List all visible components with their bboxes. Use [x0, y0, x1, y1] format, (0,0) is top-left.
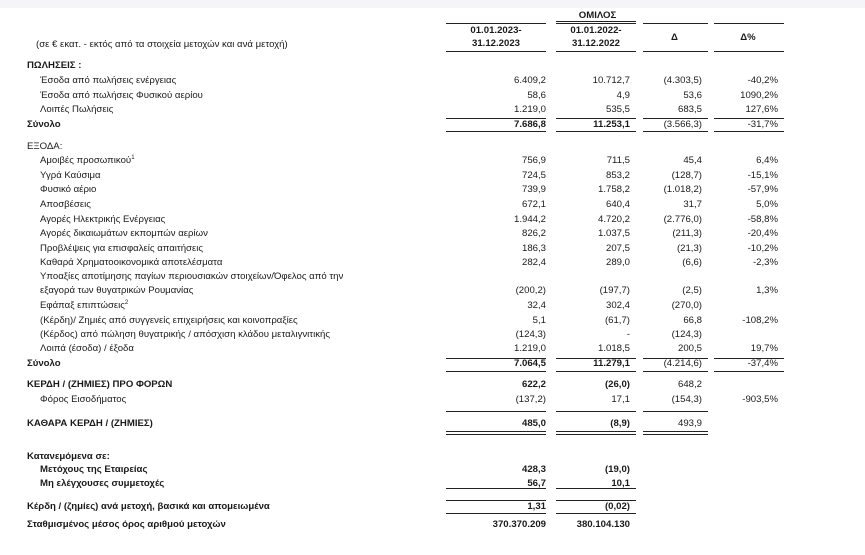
row-label: Καθαρά Χρηματοοικονομικά αποτελέσματα — [40, 257, 223, 268]
rule-sales-col1 — [446, 118, 546, 119]
rule-exp-total-col3 — [643, 371, 708, 372]
cell-v3: (124,3) — [671, 329, 702, 340]
row-label: Λοιπές Πωλήσεις — [40, 104, 114, 115]
col2-header-line2: 31.12.2022 — [571, 38, 620, 49]
rule-sales-total-col1 — [446, 131, 546, 132]
footnote-marker: 1 — [131, 154, 135, 161]
cell-v3: (2,5) — [682, 285, 702, 296]
cell-v1: 186,3 — [521, 243, 546, 254]
cell-v2: 1.037,5 — [597, 228, 630, 239]
top-strip — [0, 0, 865, 8]
rule-alloc-col2 — [556, 488, 636, 489]
cell-v3: 45,4 — [683, 155, 702, 166]
row-label: Εφάπαξ επιπτώσεις$^2$ — [40, 299, 129, 311]
row-label: Προβλέψεις για επισφαλείς απαιτήσεις — [40, 243, 203, 254]
header-top-line-col4 — [714, 23, 784, 24]
row-label: ΕΞΟΔΑ: — [27, 141, 63, 152]
cell-v4: -903,5% — [742, 394, 778, 405]
cell-v1: 32,4 — [527, 300, 546, 311]
row-label: Υποαξίες αποτίμησης παγίων περιουσιακών στοιχείων/Όφελος από την — [40, 271, 344, 282]
row-label: Λοιπά (έσοδα) / έξοδα — [40, 343, 134, 354]
header-top-line-col1 — [446, 23, 546, 24]
cell-v2: 302,4 — [605, 300, 630, 311]
cell-v2: 289,0 — [605, 257, 630, 268]
rule-tax-col1 — [446, 411, 546, 412]
cell-v3: (3.566,3) — [663, 119, 702, 130]
rule-exp-total-col4 — [714, 371, 784, 372]
row-label: Σύνολο — [27, 358, 61, 369]
cell-v4: -10,2% — [747, 243, 778, 254]
rule-exp-col4 — [714, 358, 784, 359]
cell-v2: 207,5 — [605, 243, 630, 254]
row-label: Έσοδα από πωλήσεις ενέργειας — [40, 75, 177, 86]
cell-v2: 17,1 — [611, 394, 630, 405]
row-label: Υγρά Καύσιμα — [40, 170, 101, 181]
cell-v4: -57,9% — [747, 184, 778, 195]
cell-v1: (137,2) — [515, 394, 546, 405]
cell-v1: 622,2 — [521, 379, 546, 390]
header-top-line-col3 — [643, 23, 708, 24]
cell-v3: 648,2 — [677, 379, 702, 390]
row-label: Κατανεμόμενα σε: — [27, 451, 110, 462]
row-label: (Κέρδος) από πώληση θυγατρικής / απόσχιση κλάδου μεταλιγνιτικής — [40, 329, 330, 340]
rule-exp-total-col2 — [556, 371, 636, 372]
cell-v1: 5,1 — [532, 315, 546, 326]
col3-header: Δ — [671, 32, 678, 43]
cell-v1: (200,2) — [515, 285, 546, 296]
header-top-line-col2 — [556, 23, 636, 24]
cell-v4: 5,0% — [756, 199, 778, 210]
rule-eps-top-col1 — [446, 500, 546, 501]
cell-v4: -2,3% — [752, 257, 778, 268]
cell-v3: 200,5 — [677, 343, 702, 354]
row-label: Κέρδη / (ζημίες) ανά μετοχή, βασικά και απομειωμένα — [27, 501, 270, 512]
cell-v4: -31,7% — [747, 119, 778, 130]
col1-header-line1: 01.01.2023- — [470, 25, 522, 36]
cell-v1: 1.219,0 — [513, 104, 546, 115]
cell-v2: 535,5 — [605, 104, 630, 115]
cell-v2: (61,7) — [604, 315, 630, 326]
cell-v3: (2.776,0) — [663, 214, 702, 225]
cell-v2: 711,5 — [606, 155, 630, 166]
rule-net-col2 — [556, 431, 636, 435]
cell-v1: 724,5 — [521, 170, 546, 181]
cell-v2: 11.253,1 — [593, 119, 630, 130]
row-label: Σταθμισμένος μέσος όρος αριθμού μετοχών — [27, 519, 226, 530]
rule-sales-col3 — [643, 118, 708, 119]
rule-sales-total-col2 — [556, 131, 636, 132]
cell-v1: 7.686,8 — [513, 119, 546, 130]
row-label: Αποσβέσεις — [40, 199, 91, 210]
cell-v4: 1,3% — [756, 285, 778, 296]
cell-v2: 380.104.130 — [576, 519, 630, 530]
cell-v1: 826,2 — [521, 228, 546, 239]
row-label: Σύνολο — [27, 119, 61, 130]
row-label: Μη ελέγχουσες συμμετοχές — [40, 478, 165, 489]
cell-v3: 493,9 — [677, 418, 702, 429]
cell-v3: (4.214,6) — [663, 358, 702, 369]
cell-v2: (8,9) — [610, 418, 630, 429]
rule-exp-total-col1 — [446, 371, 546, 372]
cell-v3: (1.018,2) — [663, 184, 702, 195]
cell-v2: 11.279,1 — [593, 358, 630, 369]
cell-v4: -40,2% — [747, 75, 778, 86]
cell-v3: (6,6) — [682, 257, 702, 268]
cell-v2: - — [626, 329, 630, 340]
cell-v3: (270,0) — [671, 300, 702, 311]
rule-exp-col3 — [643, 358, 708, 359]
rule-exp-col1 — [446, 358, 546, 359]
cell-v2: 4,9 — [616, 90, 630, 101]
row-label: ΠΩΛΗΣΕΙΣ : — [27, 60, 82, 71]
cell-v2: 1.758,2 — [597, 184, 630, 195]
rule-eps-bottom-col1 — [446, 513, 546, 514]
col4-header: Δ% — [740, 32, 756, 43]
cell-v1: 672,1 — [521, 199, 546, 210]
rule-sales-total-col4 — [714, 131, 784, 132]
cell-v3: 31,7 — [683, 199, 702, 210]
rule-sales-col4 — [714, 118, 784, 119]
cell-v3: (21,3) — [676, 243, 702, 254]
row-label: ΚΑΘΑΡΑ ΚΕΡΔΗ / (ΖΗΜΙΕΣ) — [27, 418, 153, 429]
row-label: Αγορές δικαιωμάτων εκπομπών αερίων — [40, 228, 208, 239]
cell-v1: 428,3 — [521, 464, 546, 475]
cell-v2: (0,02) — [604, 501, 630, 512]
header-bottom-line-col3 — [643, 51, 708, 52]
cell-v2: (26,0) — [604, 379, 630, 390]
cell-v1: 58,6 — [527, 90, 546, 101]
rule-eps-bottom-col2 — [556, 513, 636, 514]
header-bottom-line-col2 — [556, 51, 636, 52]
cell-v3: (4.303,5) — [663, 75, 702, 86]
cell-v4: 6,4% — [756, 155, 778, 166]
cell-v1: 56,7 — [527, 478, 546, 489]
cell-v4: 127,6% — [745, 104, 778, 115]
footnote-marker: 2 — [124, 299, 129, 306]
cell-v2: (19,0) — [604, 464, 630, 475]
cell-v4: -20,4% — [747, 228, 778, 239]
row-label: ΚΕΡΔΗ / (ΖΗΜΙΕΣ) ΠΡΟ ΦΟΡΩΝ — [27, 379, 173, 390]
row-label: Αγορές Ηλεκτρικής Ενέργειας — [40, 214, 166, 225]
cell-v1: 1.219,0 — [513, 343, 546, 354]
cell-v1: 282,4 — [521, 257, 546, 268]
cell-v3: 66,8 — [683, 315, 702, 326]
cell-v1: 756,9 — [521, 155, 546, 166]
currency-note: (σε € εκατ. - εκτός από τα στοιχεία μετοχών και ανά μετοχή) — [36, 39, 288, 50]
cell-v1: 7.064,5 — [513, 358, 546, 369]
row-label: Φυσικό αέριο — [40, 184, 97, 195]
rule-tax-col2 — [556, 411, 636, 412]
row-label: (Κέρδη)/ Ζημιές από συγγενείς επιχειρήσεις και κοινοπραξίες — [40, 315, 298, 326]
cell-v4: -15,1% — [747, 170, 778, 181]
cell-v4: -37,4% — [747, 358, 778, 369]
row-label: Έσοδα από πωλήσεις Φυσικού αερίου — [40, 90, 203, 101]
rule-exp-col2 — [556, 358, 636, 359]
cell-v2: 853,2 — [605, 170, 630, 181]
row-label: Φόρος Εισοδήματος — [40, 394, 127, 405]
cell-v2: 10,1 — [611, 478, 630, 489]
row-label: εξαγορά των θυγατρικών Ρουμανίας — [40, 285, 194, 296]
cell-v3: 683,5 — [677, 104, 702, 115]
cell-v4: 19,7% — [750, 343, 778, 354]
cell-v2: 1.018,5 — [597, 343, 630, 354]
row-label: Μετόχους της Εταιρείας — [40, 464, 148, 475]
cell-v1: 6.409,2 — [513, 75, 546, 86]
cell-v1: (124,3) — [515, 329, 546, 340]
rule-sales-total-col3 — [643, 131, 708, 132]
rule-tax-col3 — [643, 411, 708, 412]
cell-v1: 485,0 — [521, 418, 546, 429]
col2-header-line1: 01.01.2022- — [570, 25, 622, 36]
group-label: ΟΜΙΛΟΣ — [578, 10, 617, 21]
header-bottom-line-col1 — [446, 51, 546, 52]
group-underline — [556, 21, 636, 22]
cell-v2: 4.720,2 — [597, 214, 630, 225]
cell-v3: 53,6 — [683, 90, 702, 101]
rule-net-col3 — [643, 431, 708, 435]
cell-v2: (197,7) — [599, 285, 630, 296]
cell-v2: 640,4 — [605, 199, 630, 210]
col1-header-line2: 31.12.2023 — [471, 38, 520, 49]
cell-v4: -58,8% — [747, 214, 778, 225]
cell-v3: (128,7) — [671, 170, 702, 181]
cell-v3: (211,3) — [672, 228, 702, 239]
rule-eps-top-col2 — [556, 500, 636, 501]
rule-net-col1 — [446, 431, 546, 435]
rule-alloc-col1 — [446, 488, 546, 489]
cell-v4: -108,2% — [742, 315, 778, 326]
cell-v1: 370.370.209 — [492, 519, 546, 530]
row-label: Αμοιβές προσωπικού$^1$ — [40, 154, 135, 166]
rule-sales-col2 — [556, 118, 636, 119]
cell-v1: 1.944,2 — [513, 214, 546, 225]
cell-v4: 1090,2% — [740, 90, 778, 101]
cell-v3: (154,3) — [671, 394, 702, 405]
cell-v2: 10.712,7 — [592, 75, 630, 86]
header-bottom-line-col4 — [714, 51, 784, 52]
cell-v1: 1,31 — [527, 501, 546, 512]
cell-v1: 739,9 — [521, 184, 546, 195]
